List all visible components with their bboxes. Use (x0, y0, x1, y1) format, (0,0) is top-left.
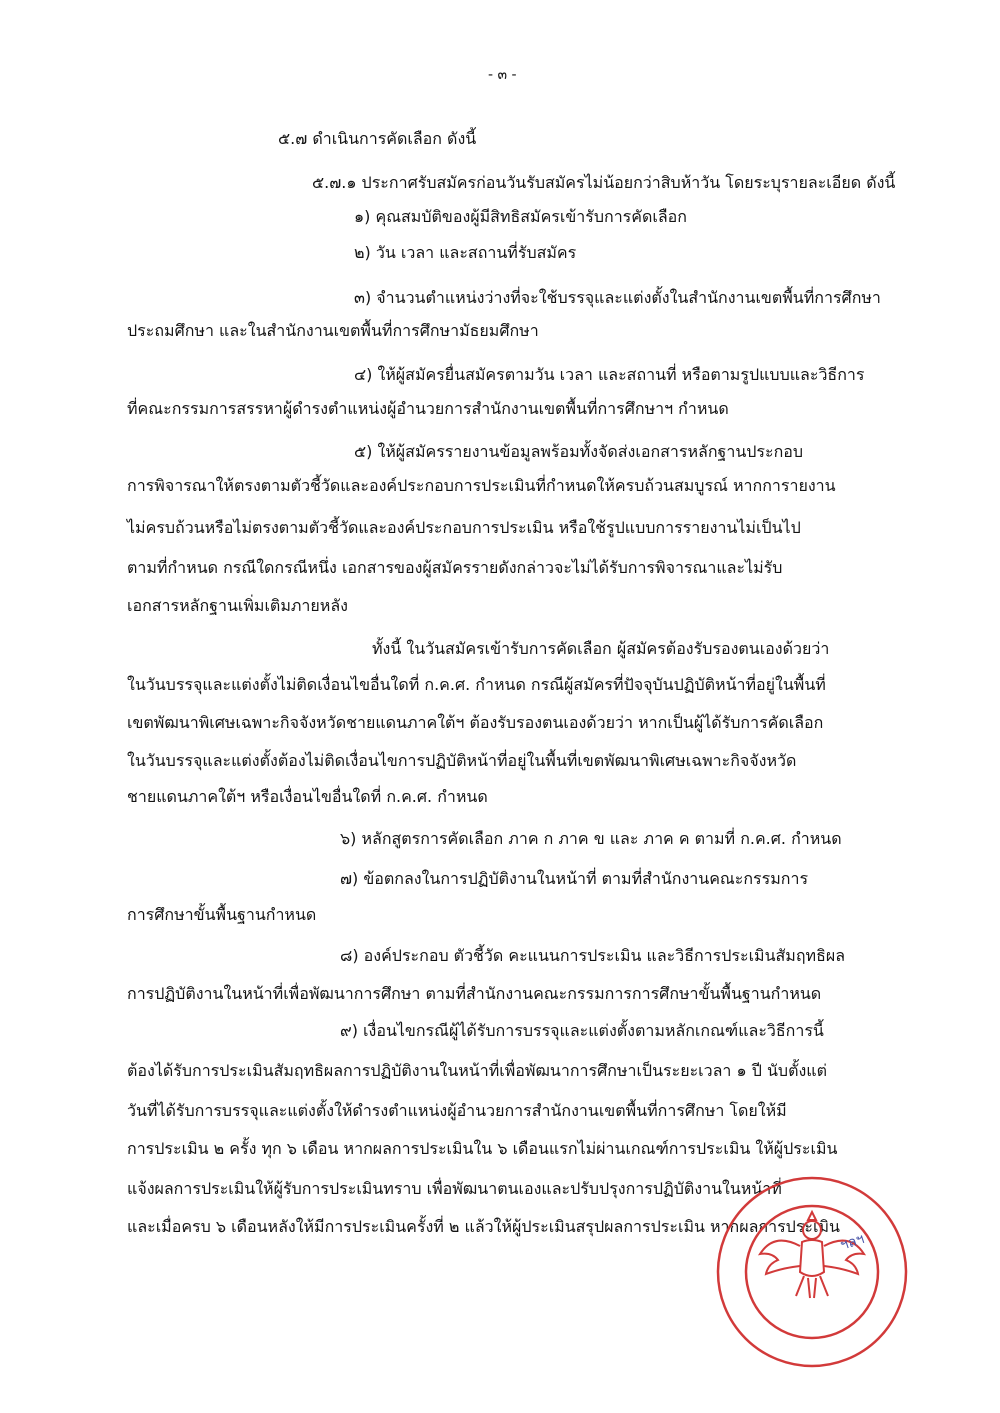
certification-line-3: เขตพัฒนาพิเศษเฉพาะกิจจังหวัดชายแดนภาคใต้ฯ ต้องรับรองตนเองด้วยว่า หากเป็นผู้ได้รับการคัดเลือก (127, 713, 824, 732)
item-8-line-2: การปฏิบัติงานในหน้าที่เพื่อพัฒนาการศึกษา ตามที่สำนักงานคณะกรรมการการศึกษาขั้นพื้นฐานกำหนด (127, 984, 822, 1003)
item-3-line-1: ๓) จำนวนตำแหน่งว่างที่จะใช้บรรจุและแต่งตั้งในสำนักงานเขตพื้นที่การศึกษา (354, 288, 881, 307)
certification-line-5: ชายแดนภาคใต้ฯ หรือเงื่อนไขอื่นใดที่ ก.ค.ศ. กำหนด (127, 787, 488, 806)
certification-line-2: ในวันบรรจุและแต่งตั้งไม่ติดเงื่อนไขอื่นใดที่ ก.ค.ศ. กำหนด กรณีผู้สมัครที่ปัจจุบันปฏิบัติหน้าที่อยู่ในพื้นที่ (127, 675, 826, 694)
item-9-line-6: และเมื่อครบ ๖ เดือนหลังให้มีการประเมินครั้งที่ ๒ แล้วให้ผู้ประเมินสรุปผลการประเมิน หากผลการประเมิน (127, 1217, 840, 1236)
item-9-line-2: ต้องได้รับการประเมินสัมฤทธิผลการปฏิบัติงานในหน้าที่เพื่อพัฒนาการศึกษาเป็นระยะเวลา ๑ ปี นับตั้งแต่ (127, 1061, 827, 1080)
item-9-line-4: การประเมิน ๒ ครั้ง ทุก ๖ เดือน หากผลการประเมินใน ๖ เดือนแรกไม่ผ่านเกณฑ์การประเมิน ให้ผู้ประเมิน (127, 1139, 838, 1158)
item-5-line-5: เอกสารหลักฐานเพิ่มเติมภายหลัง (127, 596, 348, 615)
section-5-7-1-heading: ๕.๗.๑ ประกาศรับสมัครก่อนวันรับสมัครไม่น้อยกว่าสิบห้าวัน โดยระบุรายละเอียด ดังนี้ (312, 173, 896, 192)
certification-line-4: ในวันบรรจุและแต่งตั้งต้องไม่ติดเงื่อนไขการปฏิบัติหน้าที่อยู่ในพื้นที่เขตพัฒนาพิเศษเฉพาะกิจจังหวัด (127, 751, 797, 770)
item-3-line-2: ประถมศึกษา และในสำนักงานเขตพื้นที่การศึกษามัธยมศึกษา (127, 321, 539, 340)
official-seal-stamp (712, 1172, 912, 1372)
item-7-line-2: การศึกษาขั้นพื้นฐานกำหนด (127, 905, 317, 924)
section-5-7-heading: ๕.๗ ดำเนินการคัดเลือก ดังนี้ (278, 129, 477, 148)
item-5-line-1: ๕) ให้ผู้สมัครรายงานข้อมูลพร้อมทั้งจัดส่งเอกสารหลักฐานประกอบ (354, 442, 804, 461)
item-5-line-3: ไม่ครบถ้วนหรือไม่ตรงตามตัวชี้วัดและองค์ประกอบการประเมิน หรือใช้รูปแบบการรายงานไม่เป็นไป (127, 518, 801, 537)
seal-signature-initials: ฯลฯ (838, 1231, 867, 1254)
page-number: - ๓ - (488, 67, 517, 83)
item-9-line-5: แจ้งผลการประเมินให้ผู้รับการประเมินทราบ เพื่อพัฒนาตนเองและปรับปรุงการปฏิบัติงานในหน้าที่ (127, 1179, 782, 1198)
item-9-line-1: ๙) เงื่อนไขกรณีผู้ได้รับการบรรจุและแต่งตั้งตามหลักเกณฑ์และวิธีการนี้ (340, 1021, 824, 1040)
item-8-line-1: ๘) องค์ประกอบ ตัวชี้วัด คะแนนการประเมิน และวิธีการประเมินสัมฤทธิผล (340, 946, 846, 965)
item-9-line-3: วันที่ได้รับการบรรจุและแต่งตั้งให้ดำรงตำแหน่งผู้อำนวยการสำนักงานเขตพื้นที่การศึกษา โดยให้มี (127, 1101, 787, 1120)
item-5-line-2: การพิจารณาให้ตรงตามตัวชี้วัดและองค์ประกอบการประเมินที่กำหนดให้ครบถ้วนสมบูรณ์ หากการายงาน (127, 476, 836, 495)
item-6: ๖) หลักสูตรการคัดเลือก ภาค ก ภาค ข และ ภาค ค ตามที่ ก.ค.ศ. กำหนด (340, 829, 842, 848)
item-4-line-2: ที่คณะกรรมการสรรหาผู้ดำรงตำแหน่งผู้อำนวยการสำนักงานเขตพื้นที่การศึกษาฯ กำหนด (127, 399, 729, 418)
certification-line-1: ทั้งนี้ ในวันสมัครเข้ารับการคัดเลือก ผู้สมัครต้องรับรองตนเองด้วยว่า (372, 639, 830, 658)
item-4-line-1: ๔) ให้ผู้สมัครยื่นสมัครตามวัน เวลา และสถานที่ หรือตามรูปแบบและวิธีการ (354, 365, 865, 384)
item-2: ๒) วัน เวลา และสถานที่รับสมัคร (354, 243, 577, 262)
garuda-emblem-icon (760, 1212, 867, 1298)
item-5-line-4: ตามที่กำหนด กรณีใดกรณีหนึ่ง เอกสารของผู้สมัครรายดังกล่าวจะไม่ได้รับการพิจารณาและไม่รับ (127, 558, 783, 577)
item-1: ๑) คุณสมบัติของผู้มีสิทธิสมัครเข้ารับการคัดเลือก (354, 207, 687, 226)
item-7-line-1: ๗) ข้อตกลงในการปฏิบัติงานในหน้าที่ ตามที่สำนักงานคณะกรรมการ (340, 869, 809, 888)
